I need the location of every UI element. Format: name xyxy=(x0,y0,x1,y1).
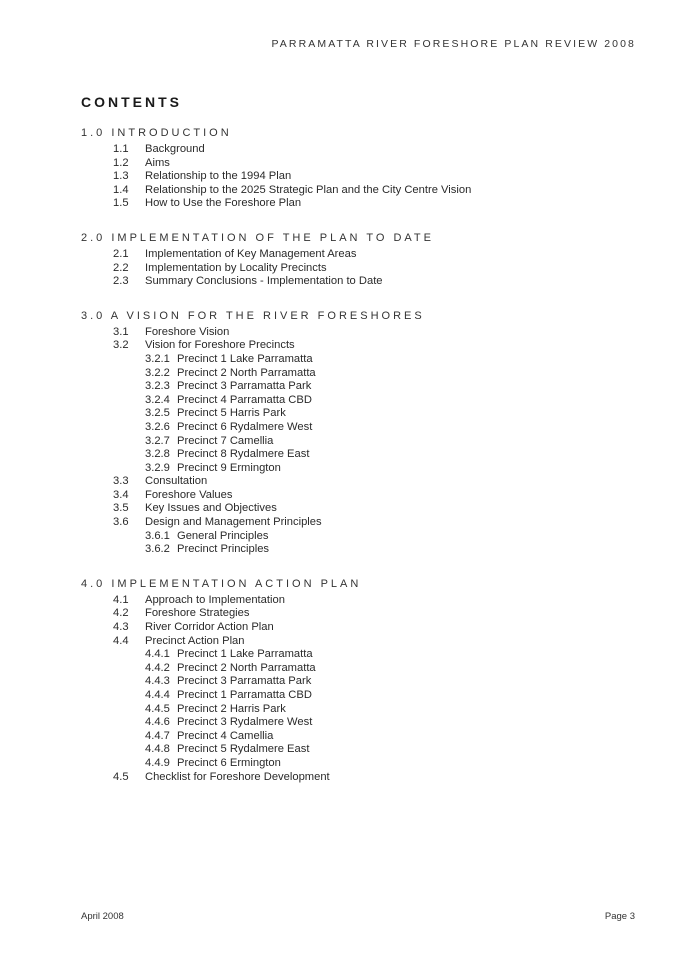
toc-entry xyxy=(81,475,641,489)
toc-entry-label: Precinct 6 Ermington xyxy=(177,756,281,769)
toc-entry xyxy=(81,716,641,730)
toc-entry-number: 3.3 xyxy=(113,475,129,488)
toc-entry-label: Precinct 8 Rydalmere East xyxy=(177,448,310,461)
toc-entry-label: River Corridor Action Plan xyxy=(145,621,274,634)
toc-entry xyxy=(81,662,641,676)
toc-entry-number: 2.3 xyxy=(113,275,129,288)
toc-entry xyxy=(81,516,641,530)
toc-entry-number: 3.2.7 xyxy=(145,434,170,447)
toc-entry xyxy=(81,607,641,621)
toc-entry-number: 2.2 xyxy=(113,261,129,274)
toc-entry xyxy=(81,502,641,516)
toc-entry-number: 3.2.1 xyxy=(145,352,170,365)
toc-entry-number: 4.4.1 xyxy=(145,648,170,661)
toc-section xyxy=(81,231,641,289)
toc-entry-number: 1.1 xyxy=(113,143,129,155)
toc-entry-label: General Principles xyxy=(177,529,269,542)
toc-entry-number: 4.3 xyxy=(113,621,129,634)
toc-entry-label: Checklist for Foreshore Development xyxy=(145,770,330,783)
toc-entry-label: Summary Conclusions - Implementation to Date xyxy=(145,275,383,288)
toc-entry xyxy=(81,184,641,198)
toc-section xyxy=(81,309,641,557)
toc-section-heading: 1.0 INTRODUCTION xyxy=(81,127,232,139)
toc-entry-label: Approach to Implementation xyxy=(145,593,285,606)
toc-entry xyxy=(81,275,641,289)
toc-entry-number: 4.4.2 xyxy=(145,661,170,674)
toc-entry xyxy=(81,394,641,408)
toc-entry-number: 3.2.3 xyxy=(145,380,170,393)
toc-entry-number: 3.6.1 xyxy=(145,529,170,542)
toc-entry-number: 4.4.4 xyxy=(145,689,170,701)
toc-entry-label: Precinct 5 Rydalmere East xyxy=(177,743,310,756)
toc-entry-number: 3.2.5 xyxy=(145,407,170,420)
toc-entry-number: 3.1 xyxy=(113,325,129,338)
toc-entry-number: 1.3 xyxy=(113,170,129,183)
toc-entry xyxy=(81,771,641,785)
toc-entry xyxy=(81,248,641,262)
toc-entry xyxy=(81,743,641,757)
toc-entry-number: 3.6.2 xyxy=(145,543,170,556)
toc-entry xyxy=(81,262,641,276)
toc-entry xyxy=(81,353,641,367)
running-header: PARRAMATTA RIVER FORESHORE PLAN REVIEW 2008 xyxy=(271,38,636,50)
toc-section xyxy=(81,126,641,211)
toc-entry-label: How to Use the Foreshore Plan xyxy=(145,197,302,210)
toc-entry-label: Precinct 5 Harris Park xyxy=(177,407,286,420)
toc-entry-number: 2.1 xyxy=(113,247,129,260)
toc-entry-number: 3.2.6 xyxy=(145,420,170,433)
toc-entry-number: 4.4 xyxy=(113,634,129,647)
toc-entry xyxy=(81,675,641,689)
toc-entry xyxy=(81,435,641,449)
toc-entry-number: 4.4.7 xyxy=(145,729,170,742)
toc-entry xyxy=(81,689,641,703)
toc-entry-label: Vision for Foreshore Precincts xyxy=(145,339,295,352)
toc-entry xyxy=(81,621,641,635)
toc-entry-number: 3.6 xyxy=(113,516,129,529)
toc-entry-number: 3.2.9 xyxy=(145,461,170,474)
toc-entry-label: Precinct 1 Lake Parramatta xyxy=(177,648,313,661)
toc-entry-number: 3.5 xyxy=(113,502,129,515)
toc-entry-number: 3.4 xyxy=(113,488,129,501)
toc-entry-label: Precinct 4 Camellia xyxy=(177,729,274,742)
toc-section-heading: 2.0 IMPLEMENTATION OF THE PLAN TO DATE xyxy=(81,231,434,244)
toc-entry xyxy=(81,143,641,157)
toc-entry-label: Consultation xyxy=(145,475,208,488)
toc-entry-number: 4.4.5 xyxy=(145,702,170,715)
toc-entry-label: Precinct Action Plan xyxy=(145,634,245,647)
toc-entry-label: Precinct Principles xyxy=(177,543,270,556)
toc-entry xyxy=(81,703,641,717)
toc-entry-number: 3.2 xyxy=(113,339,129,352)
toc-entry-label: Relationship to the 2025 Strategic Plan and the City Centre Vision xyxy=(145,183,472,196)
toc-entry xyxy=(81,594,641,608)
toc-entry xyxy=(81,635,641,649)
toc-entry xyxy=(81,730,641,744)
toc-entry xyxy=(81,489,641,503)
toc-entry-label: Foreshore Vision xyxy=(145,325,230,338)
toc-entry-label: Foreshore Strategies xyxy=(145,607,250,620)
toc-entry-label: Key Issues and Objectives xyxy=(145,502,277,515)
toc-entry xyxy=(81,648,641,662)
toc-section xyxy=(81,577,641,784)
toc-entry xyxy=(81,543,641,557)
toc-entry-number: 3.2.8 xyxy=(145,448,170,461)
toc-entry-number: 4.2 xyxy=(113,607,129,620)
toc-section-heading: 3.0 A VISION FOR THE RIVER FORESHORES xyxy=(81,309,425,322)
toc-entry-label: Precinct 7 Camellia xyxy=(177,434,274,447)
toc-entry-label: Background xyxy=(145,143,205,155)
toc-entry xyxy=(81,367,641,381)
toc-entry-label: Precinct 3 Rydalmere West xyxy=(177,716,313,729)
toc-entry-label: Precinct 3 Parramatta Park xyxy=(177,675,312,688)
toc-entry-number: 3.2.2 xyxy=(145,366,170,379)
toc-entry xyxy=(81,462,641,476)
toc-entry-label: Implementation by Locality Precincts xyxy=(145,261,327,274)
toc-entry-number: 4.4.8 xyxy=(145,743,170,756)
toc-entry-number: 4.4.9 xyxy=(145,756,170,769)
page-title: CONTENTS xyxy=(81,94,182,110)
toc-entry-number: 4.1 xyxy=(113,593,129,606)
toc-entry xyxy=(81,530,641,544)
toc-entry xyxy=(81,157,641,171)
toc-entry xyxy=(81,170,641,184)
toc-entry-label: Precinct 2 North Parramatta xyxy=(177,366,316,379)
toc-entry xyxy=(81,197,641,211)
toc-entry-label: Precinct 1 Parramatta CBD xyxy=(177,689,312,701)
toc-entry-number: 1.5 xyxy=(113,197,129,210)
toc-entry-label: Implementation of Key Management Areas xyxy=(145,247,357,260)
toc-entry-number: 4.5 xyxy=(113,770,129,783)
toc-entry-label: Precinct 9 Ermington xyxy=(177,461,281,474)
toc-entry xyxy=(81,448,641,462)
toc-entry-label: Precinct 2 Harris Park xyxy=(177,702,286,715)
toc-entry-label: Relationship to the 1994 Plan xyxy=(145,170,292,183)
toc-entry-label: Precinct 4 Parramatta CBD xyxy=(177,393,312,406)
toc-section-heading: 4.0 IMPLEMENTATION ACTION PLAN xyxy=(81,577,362,590)
toc-entry-number: 3.2.4 xyxy=(145,393,170,406)
toc-entry xyxy=(81,407,641,421)
table-of-contents xyxy=(81,126,641,804)
toc-entry xyxy=(81,326,641,340)
toc-entry-number: 4.4.3 xyxy=(145,675,170,688)
toc-entry-label: Foreshore Values xyxy=(145,488,233,501)
toc-entry-number: 1.4 xyxy=(113,183,129,196)
toc-entry-number: 4.4.6 xyxy=(145,716,170,729)
toc-entry xyxy=(81,421,641,435)
toc-entry-label: Precinct 3 Parramatta Park xyxy=(177,380,312,393)
footer-date: April 2008 xyxy=(81,911,124,922)
footer-page-number: Page 3 xyxy=(604,911,635,922)
toc-entry-label: Aims xyxy=(145,156,170,169)
toc-entry xyxy=(81,757,641,771)
toc-entry-number: 1.2 xyxy=(113,156,129,169)
toc-entry xyxy=(81,339,641,353)
toc-entry-label: Precinct 2 North Parramatta xyxy=(177,661,316,674)
toc-entry xyxy=(81,380,641,394)
toc-entry-label: Precinct 1 Lake Parramatta xyxy=(177,352,313,365)
toc-entry-label: Precinct 6 Rydalmere West xyxy=(177,420,313,433)
toc-entry-label: Design and Management Principles xyxy=(145,516,322,529)
